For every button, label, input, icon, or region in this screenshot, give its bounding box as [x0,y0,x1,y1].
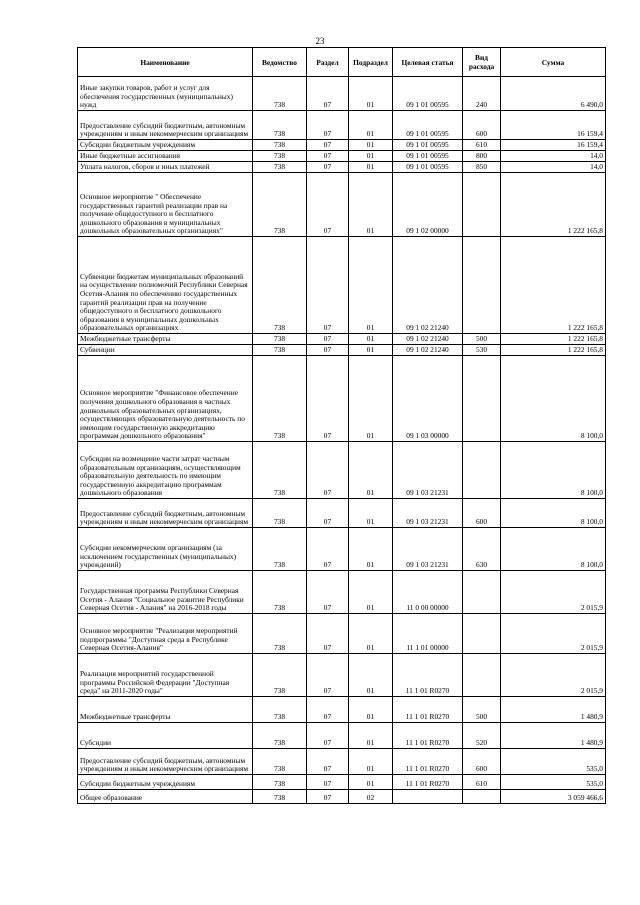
row-name: Общее образование [78,790,253,804]
row-vid: 530 [463,345,501,356]
row-podrazdel: 01 [349,528,393,571]
row-ved: 738 [253,499,307,528]
row-podrazdel: 01 [349,442,393,499]
row-name: Основное мероприятие " Обеспечение государственных гарантий реализации прав на получение общедоступного и бесплатного дошкольного образования в муниципальных дошкольных образовательных организациях" [78,173,253,237]
row-razdel: 07 [307,345,349,356]
row-vid: 240 [463,77,501,111]
row-podrazdel: 01 [349,654,393,697]
row-vid [463,654,501,697]
row-vid [463,356,501,442]
row-vid: 500 [463,697,501,723]
row-ved: 738 [253,614,307,654]
row-vid: 600 [463,499,501,528]
row-summa: 1 222 165,8 [501,173,606,237]
row-name: Государственная программа Республики Северная Осетия - Алания "Социальное развитие Республики Северная Осетия - Алания" на 2016-2018 годы [78,571,253,614]
row-statya: 09 1 02 21240 [393,334,463,345]
row-razdel: 07 [307,77,349,111]
header-podrazdel: Подраздел [349,48,393,77]
row-vid [463,614,501,654]
row-razdel: 07 [307,173,349,237]
row-statya: 11 1 01 00000 [393,614,463,654]
row-statya [393,790,463,804]
row-statya: 09 1 03 21231 [393,528,463,571]
table-row [78,140,606,151]
row-ved: 738 [253,775,307,790]
row-vid [463,237,501,334]
table-row [78,111,606,140]
table-row [78,173,606,237]
row-ved: 738 [253,723,307,749]
row-name: Предоставление субсидий бюджетным, автономным учреждениям и иным некоммерческим организациям [78,499,253,528]
row-statya: 09 1 01 00595 [393,162,463,173]
row-statya: 11 1 01 R0270 [393,654,463,697]
header-ved: Ведомство [253,48,307,77]
row-razdel: 07 [307,334,349,345]
table-row [78,345,606,356]
table-row [78,162,606,173]
table-row [78,614,606,654]
row-ved: 738 [253,162,307,173]
row-statya: 09 1 01 00595 [393,77,463,111]
row-statya: 09 1 01 00595 [393,151,463,162]
row-summa: 1 222 165,8 [501,237,606,334]
row-razdel: 07 [307,614,349,654]
row-podrazdel: 01 [349,723,393,749]
table-row [78,237,606,334]
row-podrazdel: 01 [349,345,393,356]
row-podrazdel: 01 [349,237,393,334]
table-row [78,790,606,804]
row-statya: 11 0 00 00000 [393,571,463,614]
row-statya: 11 1 01 R0270 [393,723,463,749]
row-summa: 535,0 [501,775,606,790]
table-row [78,571,606,614]
row-statya: 11 1 01 R0270 [393,697,463,723]
row-ved: 738 [253,654,307,697]
row-podrazdel: 01 [349,140,393,151]
table-row [78,749,606,775]
row-vid: 610 [463,775,501,790]
row-statya: 09 1 02 00000 [393,173,463,237]
row-podrazdel: 01 [349,173,393,237]
row-name: Иные закупки товаров, работ и услуг для обеспечения государственных (муниципальных) нужд [78,77,253,111]
row-statya: 09 1 03 21231 [393,442,463,499]
row-ved: 738 [253,790,307,804]
row-razdel: 07 [307,723,349,749]
row-razdel: 07 [307,499,349,528]
row-podrazdel: 01 [349,499,393,528]
row-statya: 09 1 03 21231 [393,499,463,528]
row-vid [463,571,501,614]
row-summa: 2 015,9 [501,614,606,654]
table-row [78,723,606,749]
row-summa: 6 490,0 [501,77,606,111]
header-name: Наименование [78,48,253,77]
row-name: Субсидии [78,723,253,749]
row-name: Субсидии бюджетным учреждениям [78,775,253,790]
table-row [78,442,606,499]
row-vid [463,790,501,804]
row-summa: 1 222 165,8 [501,345,606,356]
header-statya: Целевая статья [393,48,463,77]
row-razdel: 07 [307,356,349,442]
row-razdel: 07 [307,654,349,697]
row-name: Субвенции бюджетам муниципальных образований на осуществление полномочий Республики Северная Осетия-Алания по обеспечению государственных гарантий реализации прав на получение общедоступного и бесплатного дошкольного образования в муниципальных дошкольных образовательных организациях [78,237,253,334]
row-summa: 535,0 [501,749,606,775]
row-razdel: 07 [307,442,349,499]
row-razdel: 07 [307,775,349,790]
row-summa: 2 015,9 [501,571,606,614]
row-vid: 600 [463,111,501,140]
row-ved: 738 [253,334,307,345]
table-row [78,334,606,345]
row-vid: 600 [463,749,501,775]
row-statya: 09 1 01 00595 [393,111,463,140]
table-header-row [78,48,606,77]
row-statya: 09 1 02 21240 [393,345,463,356]
row-summa: 14,0 [501,162,606,173]
row-summa: 3 059 466,6 [501,790,606,804]
row-name: Межбюджетные трансферты [78,697,253,723]
row-statya: 09 1 02 21240 [393,237,463,334]
row-summa: 1 480,9 [501,697,606,723]
row-vid: 630 [463,528,501,571]
table-row [78,697,606,723]
row-vid: 800 [463,151,501,162]
table-row [78,499,606,528]
row-name: Основное мероприятие "Финансовое обеспечение получения дошкольного образования в частных дошкольных образовательных организациях, осуществляющих образовательную деятельность по имеющим государственную аккредитацию программам дошкольного образования" [78,356,253,442]
row-vid: 850 [463,162,501,173]
header-razdel: Раздел [307,48,349,77]
row-summa: 1 480,9 [501,723,606,749]
row-podrazdel: 01 [349,614,393,654]
header-summa: Сумма [501,48,606,77]
row-ved: 738 [253,77,307,111]
row-podrazdel: 01 [349,334,393,345]
row-podrazdel: 01 [349,356,393,442]
row-podrazdel: 02 [349,790,393,804]
row-podrazdel: 01 [349,697,393,723]
row-name: Предоставление субсидий бюджетным, автономным учреждениям и иным некоммерческим организациям [78,749,253,775]
row-ved: 738 [253,356,307,442]
row-summa: 14,0 [501,151,606,162]
row-vid [463,442,501,499]
row-name: Реализация мероприятий государственной программы Российской Федерации "Доступная среда" на 2011-2020 годы" [78,654,253,697]
row-name: Субсидии на возмещение части затрат частным образовательным организациям, осуществляющим образовательную деятельность по имеющим государственную аккредитацию программам дошкольного образования [78,442,253,499]
table-row [78,77,606,111]
row-summa: 8 100,0 [501,528,606,571]
row-summa: 8 100,0 [501,499,606,528]
row-ved: 738 [253,442,307,499]
row-statya: 09 1 03 00000 [393,356,463,442]
header-vid: Вид расхода [463,48,501,77]
row-summa: 8 100,0 [501,442,606,499]
row-podrazdel: 01 [349,151,393,162]
budget-table [77,47,606,804]
row-name: Уплата налогов, сборов и иных платежей [78,162,253,173]
row-razdel: 07 [307,237,349,334]
row-podrazdel: 01 [349,775,393,790]
row-name: Субвенции [78,345,253,356]
row-ved: 738 [253,345,307,356]
row-razdel: 07 [307,151,349,162]
row-name: Предоставление субсидий бюджетным, автономным учреждениям и иным некоммерческим организациям [78,111,253,140]
row-name: Субсидии некоммерческим организациям (за исключением государственных (муниципальных) учреждений) [78,528,253,571]
row-ved: 738 [253,173,307,237]
row-statya: 09 1 01 00595 [393,140,463,151]
row-name: Основное мероприятие "Реализация мероприятий подпрограммы "Доступная среда в Республике Северная Осетия-Алания" [78,614,253,654]
row-summa: 16 159,4 [501,111,606,140]
row-razdel: 07 [307,111,349,140]
row-ved: 738 [253,237,307,334]
row-summa: 16 159,4 [501,140,606,151]
row-ved: 738 [253,571,307,614]
row-summa: 2 015,9 [501,654,606,697]
row-vid: 520 [463,723,501,749]
row-statya: 11 1 01 R0270 [393,749,463,775]
row-name: Иные бюджетные ассигнования [78,151,253,162]
page-number: 23 [315,36,325,46]
row-ved: 738 [253,749,307,775]
row-razdel: 07 [307,571,349,614]
row-razdel: 07 [307,790,349,804]
row-podrazdel: 01 [349,749,393,775]
row-razdel: 07 [307,749,349,775]
row-razdel: 07 [307,528,349,571]
row-ved: 738 [253,697,307,723]
row-razdel: 07 [307,162,349,173]
row-razdel: 07 [307,140,349,151]
row-vid: 610 [463,140,501,151]
row-podrazdel: 01 [349,77,393,111]
row-ved: 738 [253,111,307,140]
row-name: Межбюджетные трансферты [78,334,253,345]
row-razdel: 07 [307,697,349,723]
row-podrazdel: 01 [349,162,393,173]
row-vid [463,173,501,237]
row-podrazdel: 01 [349,571,393,614]
row-summa: 1 222 165,8 [501,334,606,345]
row-ved: 738 [253,528,307,571]
row-podrazdel: 01 [349,111,393,140]
table-row [78,528,606,571]
row-ved: 738 [253,151,307,162]
table-row [78,151,606,162]
row-ved: 738 [253,140,307,151]
row-summa: 8 100,0 [501,356,606,442]
table-row [78,654,606,697]
table-row [78,775,606,790]
table-row [78,356,606,442]
row-vid: 500 [463,334,501,345]
row-name: Субсидии бюджетным учреждениям [78,140,253,151]
row-statya: 11 1 01 R0270 [393,775,463,790]
